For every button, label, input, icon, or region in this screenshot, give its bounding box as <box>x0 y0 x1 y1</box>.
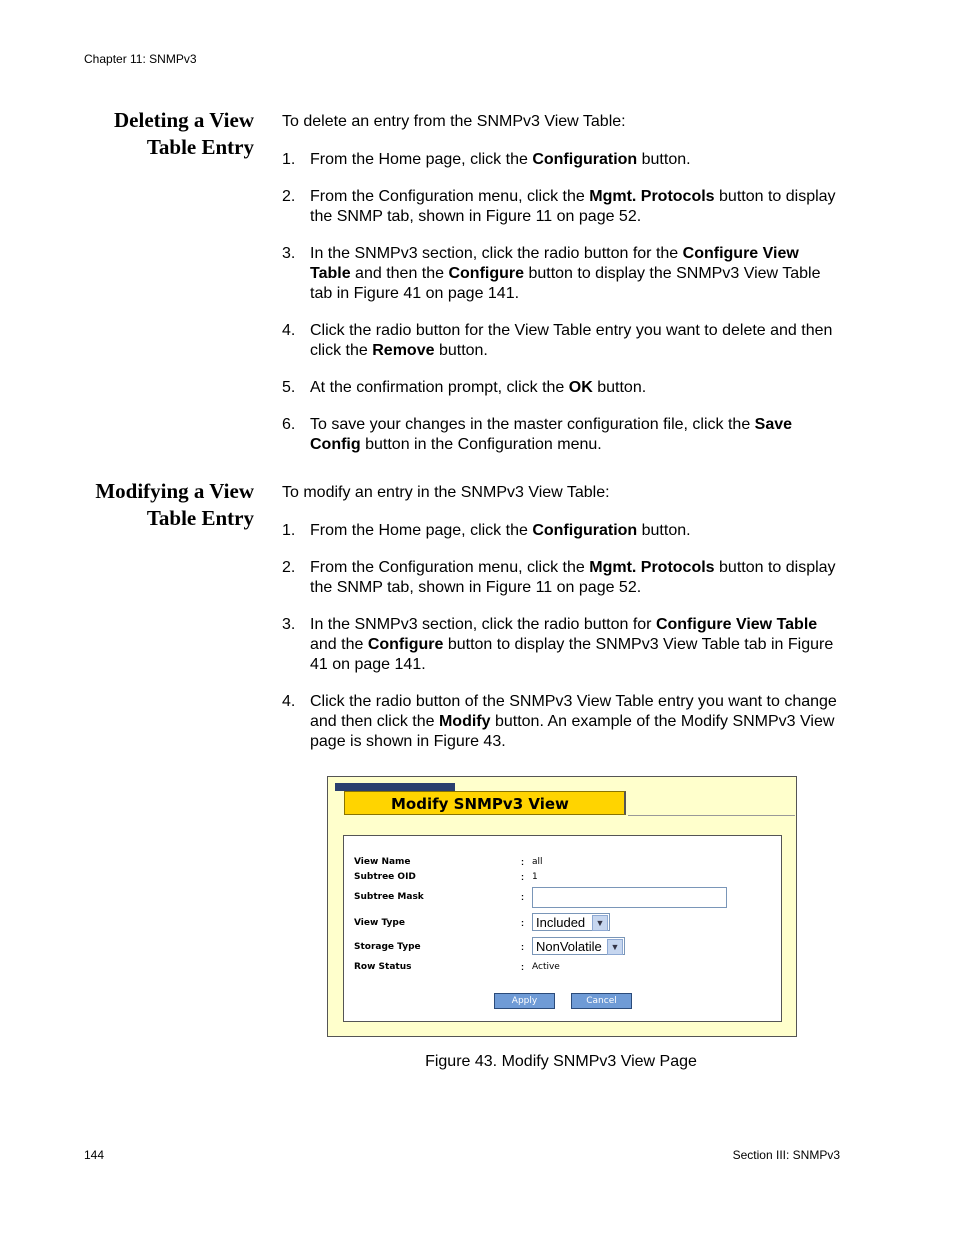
page-number: 144 <box>84 1148 105 1162</box>
step-number: 1. <box>282 522 296 539</box>
view-name-value: all <box>532 857 543 867</box>
step-number: 2. <box>282 188 296 205</box>
intro-text: To delete an entry from the SNMPv3 View Table: <box>282 113 626 130</box>
section-heading-modify <box>84 478 254 532</box>
ui-term: Save Config <box>310 416 793 453</box>
ui-term: Remove <box>372 342 435 359</box>
step-number: 2. <box>282 559 296 576</box>
chevron-down-icon[interactable]: ▼ <box>592 915 608 931</box>
step-item: 5. At the confirmation prompt, click the OK button. <box>282 379 647 396</box>
step-item: 3. In the SNMPv3 section, click the radio button for Configure View Table and the Configure button to display the SNMPv3 View Table tab in Figure 41 on page 141. <box>282 616 834 673</box>
view-name-label: View Name <box>354 857 411 867</box>
heading-line: Table Entry <box>146 135 254 159</box>
step-number: 4. <box>282 693 296 710</box>
subtree-oid-label: Subtree OID <box>354 872 416 882</box>
steps-list <box>282 150 842 455</box>
row-status-value: Active <box>532 962 560 972</box>
subtree-oid-value: 1 <box>532 872 538 882</box>
ui-term: Configuration <box>532 522 638 539</box>
steps-list <box>282 521 842 752</box>
view-type-label: View Type <box>354 918 405 928</box>
step-item: 2. From the Configuration menu, click the Mgmt. Protocols button to display the SNMP tab, shown in Figure 11 on page 52. <box>282 559 836 596</box>
colon: : <box>521 872 524 882</box>
figure-title: Modify SNMPv3 View <box>344 791 626 815</box>
step-item: 1. From the Home page, click the Configuration button. <box>282 522 691 539</box>
figure-caption: Figure 43. Modify SNMPv3 View Page <box>425 1053 697 1070</box>
subtree-mask-input[interactable] <box>532 887 727 908</box>
tab-strip <box>335 783 455 791</box>
ui-term: Configure View Table <box>310 245 799 282</box>
step-number: 3. <box>282 616 296 633</box>
step-number: 1. <box>282 151 296 168</box>
section-body-delete <box>282 112 842 472</box>
colon: : <box>521 942 524 952</box>
step-number: 5. <box>282 379 296 396</box>
figure-modify-snmpv3-view <box>327 776 797 1037</box>
heading-line: Table Entry <box>146 506 254 530</box>
ui-term: OK <box>568 379 593 396</box>
apply-button[interactable]: Apply <box>494 993 555 1009</box>
step-item: 2. From the Configuration menu, click the Mgmt. Protocols button to display the SNMP tab, shown in Figure 11 on page 52. <box>282 188 836 225</box>
view-type-value: Included <box>536 915 586 930</box>
cancel-button[interactable]: Cancel <box>571 993 632 1009</box>
step-number: 6. <box>282 416 296 433</box>
colon: : <box>521 857 524 867</box>
step-item: 4. Click the radio button of the SNMPv3 View Table entry you want to change and then click the Modify button. An example of the Modify SNMPv3 View page is shown in Figure 43. <box>282 693 837 750</box>
heading-line: Deleting a View <box>114 108 254 132</box>
step-item: 6. To save your changes in the master configuration file, click the Save Config button in the Configuration menu. <box>282 416 793 453</box>
running-header: Chapter 11: SNMPv3 <box>84 52 197 66</box>
ui-term: Configuration <box>532 151 638 168</box>
row-status-label: Row Status <box>354 962 412 972</box>
divider <box>628 815 795 816</box>
colon: : <box>521 962 524 972</box>
chevron-down-icon[interactable]: ▼ <box>607 939 623 955</box>
ui-term: Mgmt. Protocols <box>589 188 715 205</box>
running-footer: Section III: SNMPv3 <box>732 1148 840 1162</box>
ui-term: Mgmt. Protocols <box>589 559 715 576</box>
step-item: 3. In the SNMPv3 section, click the radio button for the Configure View Table and then the Configure button to display the SNMPv3 View Table tab in Figure 41 on page 141. <box>282 245 821 302</box>
subtree-mask-label: Subtree Mask <box>354 892 424 902</box>
colon: : <box>521 892 524 902</box>
form-panel <box>343 835 782 1022</box>
heading-line: Modifying a View <box>95 479 254 503</box>
ui-term: Configure <box>448 265 525 282</box>
section-body-modify <box>282 483 842 769</box>
view-type-select[interactable] <box>532 913 610 931</box>
storage-type-select[interactable] <box>532 937 625 955</box>
colon: : <box>521 918 524 928</box>
step-item: 1. From the Home page, click the Configuration button. <box>282 151 691 168</box>
section-heading-delete <box>84 107 254 161</box>
step-number: 3. <box>282 245 296 262</box>
step-item: 4. Click the radio button for the View Table entry you want to delete and then click the Remove button. <box>282 322 833 359</box>
step-number: 4. <box>282 322 296 339</box>
ui-term: Configure View Table <box>655 616 818 633</box>
ui-term: Configure <box>367 636 444 653</box>
storage-type-label: Storage Type <box>354 942 421 952</box>
storage-type-value: NonVolatile <box>536 939 602 954</box>
ui-term: Modify <box>438 713 491 730</box>
intro-text: To modify an entry in the SNMPv3 View Table: <box>282 484 610 501</box>
